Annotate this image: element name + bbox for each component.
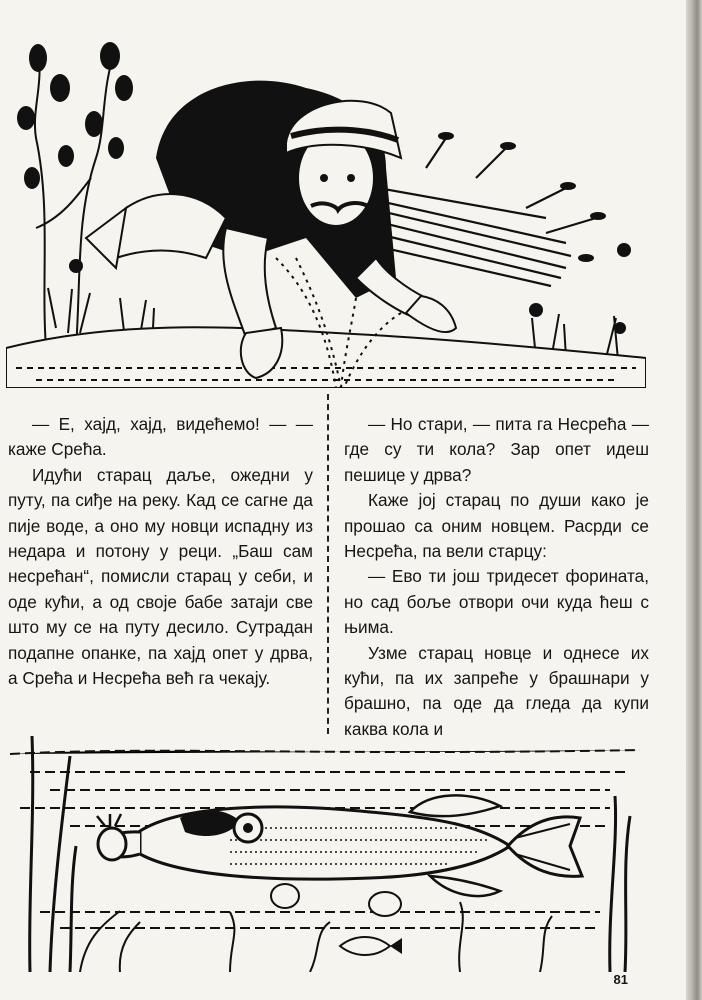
column-divider: [327, 394, 329, 734]
paragraph: — Ево ти још тридесет форината, но сад боље отвори очи куда ћеш с њима.: [344, 566, 649, 638]
page-number: 81: [613, 972, 628, 987]
text-column-right: [344, 412, 649, 742]
illustration-pike-fish: [10, 736, 640, 972]
paragraph: Узме старац новце и однесе их кући, па их запреће у брашнари у брашно, па оде да гледа да купи каква кола и: [344, 642, 649, 739]
illustration-old-man-firewood: [6, 28, 646, 388]
paragraph: — Но стари, — пита га Несрећа — где су ти кола? Зар опет идеш пешице у дрва?: [344, 414, 649, 485]
paragraph: — Е, хајд, хајд, видећемо! — — каже Срећа.: [8, 414, 313, 460]
paragraph: Каже јој старац по души како је прошао са оним новцем. Расрди се Несрећа, па вели старцу:: [344, 490, 649, 562]
page-edge: [686, 0, 702, 1000]
paragraph: Идући старац даље, ожедни у путу, па сиђе на реку. Кад се сагне да пије воде, а оно му новци испадну из недара и потону у реци. „Баш сам несрећан“, помисли старац у себи, и оде кући, а од своје бабе затаји све што му се на путу десило. Сутрадан подапне опанке, па хајд опет у дрва, а Срећа и Несрећа већ га чекају.: [8, 464, 313, 689]
text-column-left: [8, 412, 313, 691]
